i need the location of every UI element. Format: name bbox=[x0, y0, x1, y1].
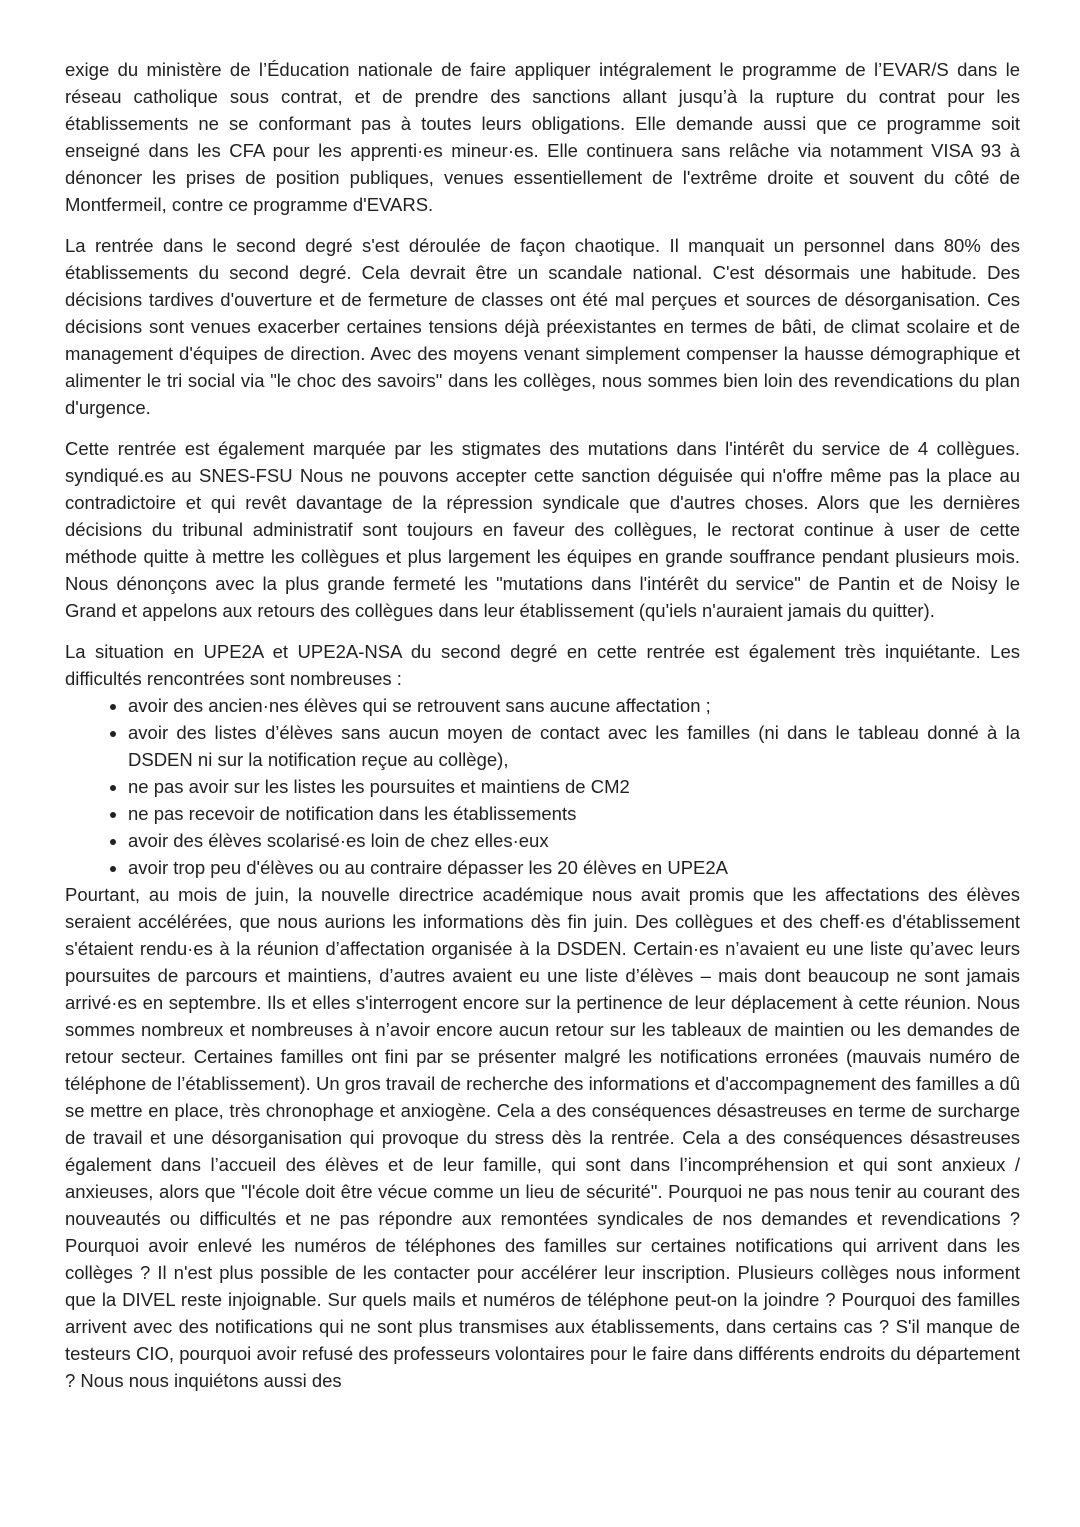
paragraph-upe2a-intro: La situation en UPE2A et UPE2A-NSA du second degré en cette rentrée est également très inquiétante. Les difficultés rencontrées sont nombreuses : bbox=[65, 641, 1020, 689]
difficulties-list bbox=[65, 692, 1020, 881]
list-item-notification: • ne pas recevoir de notification dans les établissements bbox=[128, 800, 1020, 827]
list-item-scolarises-loin: • avoir des élèves scolarisé·es loin de chez elles·eux bbox=[128, 827, 1020, 854]
list-item-listes-familles: • avoir des listes d’élèves sans aucun moyen de contact avec les familles (ni dans le tableau donné à la DSDEN ni sur la notification reçue au collège), bbox=[128, 719, 1020, 773]
paragraph-pourtant-juin: Pourtant, au mois de juin, la nouvelle directrice académique nous avait promis que les affectations des élèves seraient accélérées, que nous aurions les informations dès fin juin. Des collègues et des cheff·es d'établissement s'étaient rendu·es à la réunion d’affectation organisée à la DSDEN. Certain·es n’avaient eu une liste qu’avec leurs poursuites de parcours et maintiens, d’autres avaient eu une liste d’élèves – mais dont beaucoup ne sont jamais arrivé·es en septembre. Ils et elles s'interrogent encore sur la pertinence de leur déplacement à cette réunion. Nous sommes nombreux et nombreuses à n’avoir encore aucun retour sur les tableaux de maintien ou les demandes de retour secteur. Certaines familles ont fini par se présenter malgré les notifications erronées (mauvais numéro de téléphone de l’établissement). Un gros travail de recherche des informations et d'accompagnement des familles a dû se mettre en place, très chronophage et anxiogène. Cela a des conséquences désastreuses en terme de surcharge de travail et une désorganisation qui provoque du stress dès la rentrée. Cela a des conséquences désastreuses également dans l’accueil des élèves et de leur famille, qui sont dans l’incompréhension et qui sont anxieux / anxieuses, alors que "l'école doit être vécue comme un lieu de sécurité". Pourquoi ne pas nous tenir au courant des nouveautés ou difficultés et ne pas répondre aux remontées syndicales de nos demandes et revendications ? Pourquoi avoir enlevé les numéros de téléphones des familles sur certaines notifications qui arrivent dans les collèges ? Il n'est plus possible de les contacter pour accélérer leur inscription. Plusieurs collèges nous informent que la DIVEL reste injoignable. Sur quels mails et numéros de téléphone peut-on la joindre ? Pourquoi des familles arrivent avec des notifications qui ne sont plus transmises aux établissements, dans certains cas ? S'il manque de testeurs CIO, pourquoi avoir refusé des professeurs volontaires pour le faire dans différents endroits du département ? Nous nous inquiétons aussi des bbox=[65, 884, 1020, 1391]
list-item-poursuites-cm2: • ne pas avoir sur les listes les poursuites et maintiens de CM2 bbox=[128, 773, 1020, 800]
paragraph-mutations: Cette rentrée est également marquée par les stigmates des mutations dans l'intérêt du service de 4 collègues. syndiqué.es au SNES-FSU Nous ne pouvons accepter cette sanction déguisée qui n'offre même pas la place au contradictoire et qui revêt davantage de la répression syndicale que d'autres choses. Alors que les dernières décisions du tribunal administratif sont toujours en faveur des collègues, le rectorat continue à user de cette méthode quitte à mettre les collègues et plus largement les équipes en grande souffrance pendant plusieurs mois. Nous dénonçons avec la plus grande fermeté les "mutations dans l'intérêt du service" de Pantin et de Noisy le Grand et appelons aux retours des collègues dans leur établissement (qu'iels n'auraient jamais du quitter). bbox=[65, 438, 1020, 621]
list-item-effectifs-upe2a: • avoir trop peu d'élèves ou au contraire dépasser les 20 élèves en UPE2A bbox=[128, 854, 1020, 881]
paragraph-rentree-second-degre: La rentrée dans le second degré s'est déroulée de façon chaotique. Il manquait un personnel dans 80% des établissements du second degré. Cela devrait être un scandale national. C'est désormais une habitude. Des décisions tardives d'ouverture et de fermeture de classes ont été mal perçues et sources de désorganisation. Ces décisions sont venues exacerber certaines tensions déjà préexistantes en termes de bâti, de climat scolaire et de management d'équipes de direction. Avec des moyens venant simplement compenser la hausse démographique et alimenter le tri social via "le choc des savoirs" dans les collèges, nous sommes bien loin des revendications du plan d'urgence. bbox=[65, 235, 1020, 418]
paragraph-evars: exige du ministère de l’Éducation nationale de faire appliquer intégralement le programme de l’EVAR/S dans le réseau catholique sous contrat, et de prendre des sanctions allant jusqu’à la rupture du contrat pour les établissements ne se conformant pas à toutes leurs obligations. Elle demande aussi que ce programme soit enseigné dans les CFA pour les apprenti·es mineur·es. Elle continuera sans relâche via notamment VISA 93 à dénoncer les prises de position publiques, venues essentiellement de l'extrême droite et souvent du côté de Montfermeil, contre ce programme d'EVARS. bbox=[65, 59, 1020, 215]
list-item-affectation: • avoir des ancien·nes élèves qui se retrouvent sans aucune affectation ; bbox=[128, 692, 1020, 719]
